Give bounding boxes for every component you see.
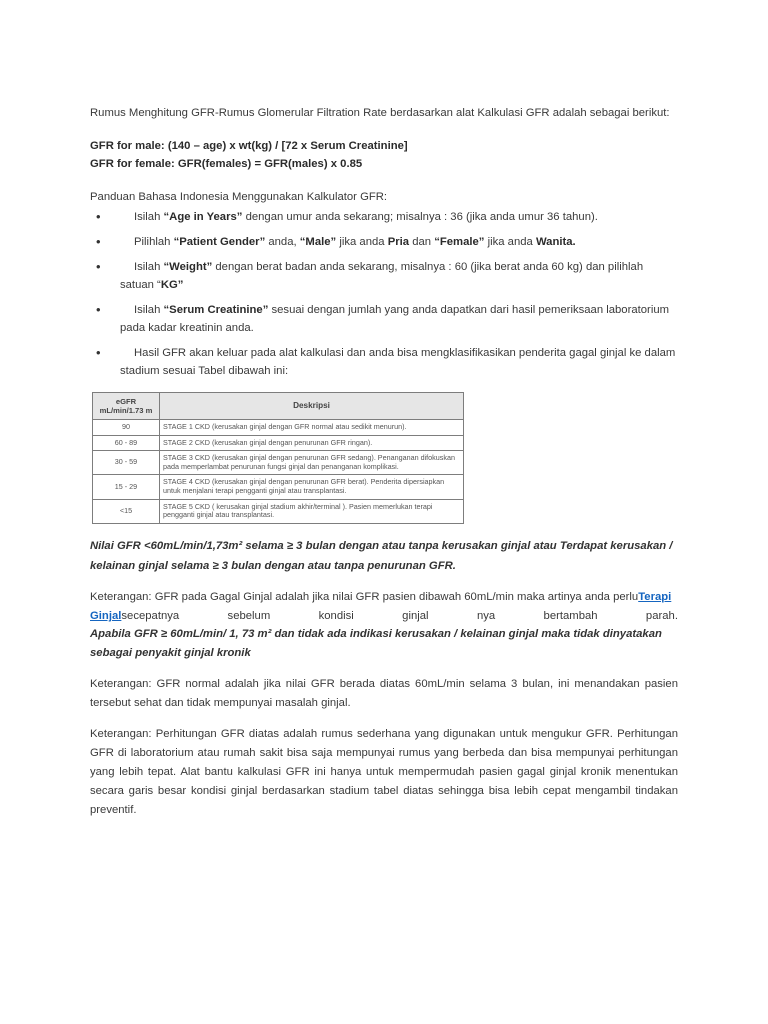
bullet-icon: •: [96, 234, 101, 249]
keterangan-2: Keterangan: GFR normal adalah jika nilai GFR berada diatas 60mL/min selama 3 bulan, ini menandakan pasien tersebut sehat dan tidak mempunyai masalah ginjal.: [90, 677, 678, 709]
header-deskripsi: Deskripsi: [160, 393, 464, 420]
table-header-row: [93, 393, 464, 420]
instruction-list: [90, 208, 678, 380]
ckd-stage-table-image: [92, 392, 464, 524]
table-row: [93, 499, 464, 523]
panduan-heading: Panduan Bahasa Indonesia Menggunakan Kalkulator GFR:: [90, 191, 388, 203]
nilai-gfr-paragraph: Nilai GFR <60mL/min/1,73m² selama ≥ 3 bulan dengan atau tanpa kerusakan ginjal atau Terdapat kerusakan / kelainan ginjal selama ≥ 3 bulan dengan atau tanpa penurunan GFR.: [90, 539, 673, 572]
table-row: [93, 420, 464, 436]
desc-cell: STAGE 2 CKD (kerusakan ginjal dengan penurunan GFR ringan).: [160, 435, 464, 451]
bullet-icon: •: [96, 345, 101, 360]
list-item: • Isilah “Serum Creatinine” sesuai dengan jumlah yang anda dapatkan dari hasil pemeriksaan laboratorium pada kadar kreatinin anda.: [96, 302, 670, 334]
table-row: [93, 451, 464, 475]
table-row: [93, 435, 464, 451]
header-egfr: eGFR mL/min/1.73 m: [93, 393, 160, 420]
keterangan-3: Keterangan: Perhitungan GFR diatas adalah rumus sederhana yang digunakan untuk mengukur GFR. Perhitungan GFR di laboratorium atau rumah sakit bisa saja mempunyai rumus yang berbeda dan bisa mempunyai perhitungan yang lebih tepat. Alat bantu kalkulasi GFR ini hanya untuk mempermudah pasien gagal ginjal kronik menentukan secara garis besar kondisi ginjal berdasarkan stadium tabel diatas sehingga bisa lebih cepat mengambil tindakan preventif.: [90, 727, 678, 816]
terapi-ginjal-link-cont[interactable]: Ginjal: [90, 609, 122, 622]
list-item: • Isilah “Weight” dengan berat badan anda sekarang, misalnya : 60 (jika berat anda 60 kg) dan pilihlah satuan “KG”: [96, 259, 644, 291]
egfr-cell: 15 - 29: [93, 475, 160, 499]
table-row: [93, 475, 464, 499]
bullet-icon: •: [96, 259, 101, 274]
apabila-paragraph: Apabila GFR ≥ 60mL/min/ 1, 73 m² dan tidak ada indikasi kerusakan / kelainan ginjal maka tidak dinyatakan sebagai penyakit ginjal kronik: [90, 627, 662, 659]
egfr-cell: 30 - 59: [93, 451, 160, 475]
ckd-stage-table: [92, 392, 464, 524]
keterangan-1: Keterangan: GFR pada Gagal Ginjal adalah jika nilai GFR pasien dibawah 60mL/min maka artinya anda perluTerapi Ginjalsecepatnya sebelum kondisi ginjal nya bertambah parah. Apabila GFR ≥ 60mL/min/ 1, 73 m² dan tidak ada indikasi kerusakan / kelainan ginjal maka tidak dinyatakan sebagai penyakit ginjal kronik: [90, 588, 678, 663]
formula-male: GFR for male: (140 – age) x wt(kg) / [72 x Serum Creatinine]: [90, 140, 408, 152]
desc-cell: STAGE 5 CKD ( kerusakan ginjal stadium akhir/terminal ). Pasien memerlukan terapi pengganti ginjal atau transplantasi.: [160, 499, 464, 523]
bullet-icon: •: [96, 209, 101, 224]
egfr-cell: <15: [93, 499, 160, 523]
document-content: [90, 104, 678, 820]
egfr-cell: 90: [93, 420, 160, 436]
desc-cell: STAGE 3 CKD (kerusakan ginjal dengan penurunan GFR sedang). Penanganan difokuskan pada memperlambat penurunan fungsi ginjal dan penanganan komplikasi.: [160, 451, 464, 475]
formula-female: GFR for female: GFR(females) = GFR(males) x 0.85: [90, 158, 363, 170]
list-item: • Pilihlah “Patient Gender” anda, “Male” jika anda Pria dan “Female” jika anda Wanita.: [96, 234, 576, 249]
list-item: • Hasil GFR akan keluar pada alat kalkulasi dan anda bisa mengklasifikasikan penderita gagal ginjal ke dalam stadium sesuai Tabel dibawah ini:: [96, 345, 676, 377]
egfr-cell: 60 - 89: [93, 435, 160, 451]
intro-paragraph: Rumus Menghitung GFR-Rumus Glomerular Filtration Rate berdasarkan alat Kalkulasi GFR adalah sebagai berikut:: [90, 107, 670, 119]
list-item: • Isilah “Age in Years” dengan umur anda sekarang; misalnya : 36 (jika anda umur 36 tahun).: [96, 209, 598, 224]
terapi-ginjal-link[interactable]: Terapi: [638, 590, 672, 603]
bullet-icon: •: [96, 302, 101, 317]
desc-cell: STAGE 1 CKD (kerusakan ginjal dengan GFR normal atau sedikit menurun).: [160, 420, 464, 436]
desc-cell: STAGE 4 CKD (kerusakan ginjal dengan penurunan GFR berat). Penderita dipersiapkan untuk menjalani terapi pengganti ginjal atau transplantasi.: [160, 475, 464, 499]
